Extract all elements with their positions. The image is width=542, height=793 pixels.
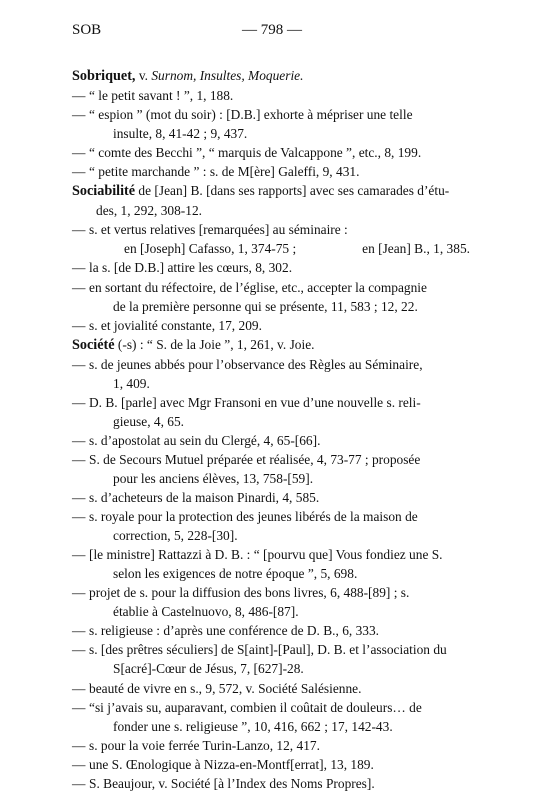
subentry-line: s. religieuse : d’après une conférence de D. B., 6, 333. (89, 623, 380, 639)
index-subentry (72, 736, 470, 755)
index-subentry (72, 488, 470, 507)
entry-dash: — (72, 585, 86, 601)
entry-refs: Surnom, Insultes, Moquerie. (151, 68, 304, 83)
entry-text: de [Jean] B. [dans ses rapports] avec ses camarades d’étu- (135, 183, 450, 199)
index-subentry (72, 698, 470, 736)
subentry-line: beauté de vivre en s., 9, 572, v. Société Salésienne. (89, 680, 362, 696)
entry-term: Société (72, 336, 115, 353)
subentry-continuation: de la première personne qui se présente, 11, 583 ; 12, 22. (113, 298, 418, 314)
row-left: en [Joseph] Cafasso, 1, 374-75 ; (124, 241, 297, 257)
entry-dash: — (72, 222, 86, 238)
index-subentry (72, 258, 470, 277)
subentry-continuation: 1, 409. (113, 375, 150, 391)
subentry-continuation: gieuse, 4, 65. (113, 413, 185, 429)
index-subentry (72, 545, 470, 583)
entry-term: Sociabilité (72, 183, 136, 200)
index-entry-heading (72, 335, 470, 355)
subentry-line: en sortant du réfectoire, de l’église, etc., accepter la compagnie (89, 279, 427, 295)
subentry-line: “si j’avais su, auparavant, combien il coûtait de douleurs… de (89, 699, 422, 715)
row-right: en [Jean] B., 1, 385. (362, 241, 470, 257)
index-subentry (72, 393, 470, 431)
entry-dash: — (72, 88, 86, 104)
subentry-line: “ comte des Becchi ”, “ marquis de Valcappone ”, etc., 8, 199. (89, 145, 422, 161)
index-subentry (72, 355, 470, 393)
entry-dash: — (72, 756, 86, 772)
subentry-line: s. de jeunes abbés pour l’observance des Règles au Séminaire, (89, 356, 423, 372)
index-subentry (72, 278, 470, 316)
subentry-continuation: établie à Castelnuovo, 8, 486-[87]. (113, 604, 299, 620)
index-subentry (72, 105, 470, 143)
subentry-line: s. et jovialité constante, 17, 209. (89, 317, 262, 333)
index-subentry (72, 450, 470, 488)
entry-dash: — (72, 490, 86, 506)
subentry-line: [le ministre] Rattazzi à D. B. : “ [pourvu que] Vous fondiez une S. (89, 547, 443, 563)
subentry-line: “ espion ” (mot du soir) : [D.B.] exhorte à mépriser une telle (89, 107, 413, 123)
entry-dash: — (72, 547, 86, 563)
index-entry-heading (72, 181, 470, 201)
page-number: — 798 — (242, 22, 302, 38)
entry-text: v. (135, 68, 152, 83)
entry-dash: — (72, 394, 86, 410)
index-subentry (72, 755, 470, 774)
index-subentry (72, 86, 470, 105)
subentry-line: s. d’acheteurs de la maison Pinardi, 4, 585. (89, 490, 320, 506)
running-head: SOB (72, 22, 102, 38)
index-subentry (72, 316, 470, 335)
entry-dash: — (72, 680, 86, 696)
entry-term: Sobriquet, (72, 68, 136, 84)
entry-dash: — (72, 317, 86, 333)
subentry-line: D. B. [parle] avec Mgr Fransoni en vue d’une nouvelle s. reli- (89, 394, 421, 410)
subentry-line: s. d’apostolat au sein du Clergé, 4, 65-[66]. (89, 432, 321, 448)
subentry-continuation: insulte, 8, 41-42 ; 9, 437. (113, 126, 248, 142)
entry-dash: — (72, 356, 86, 372)
entry-dash: — (72, 699, 86, 715)
subentry-continuation: correction, 5, 228-[30]. (113, 528, 238, 544)
index-subentry (72, 143, 470, 162)
index-subentry (72, 162, 470, 181)
index-subentry-row (72, 239, 470, 258)
index-subentry (72, 640, 470, 678)
entry-dash: — (72, 432, 86, 448)
subentry-line: la s. [de D.B.] attire les cœurs, 8, 302. (89, 260, 293, 276)
subentry-continuation: pour les anciens élèves, 13, 758-[59]. (113, 470, 314, 486)
entry-dash: — (72, 642, 86, 658)
subentry-continuation: fonder une s. religieuse ”, 10, 416, 662 ; 17, 142-43. (113, 718, 393, 734)
entry-dash: — (72, 164, 86, 180)
entry-continuation: des, 1, 292, 308-12. (96, 203, 203, 219)
index-entry-heading (72, 66, 470, 86)
entry-dash: — (72, 145, 86, 161)
subentry-line: S. Beaujour, v. Société [à l’Index des Noms Propres]. (89, 775, 375, 791)
subentry-continuation: selon les exigences de notre époque ”, 5, 698. (113, 566, 358, 582)
index-body (72, 66, 470, 793)
entry-dash: — (72, 260, 86, 276)
subentry-line: projet de s. pour la diffusion des bons livres, 6, 488-[89] ; s. (89, 585, 410, 601)
subentry-line: “ petite marchande ” : s. de M[ère] Galeffi, 9, 431. (89, 164, 360, 180)
subentry-line: “ le petit savant ! ”, 1, 188. (89, 88, 234, 104)
entry-dash: — (72, 623, 86, 639)
subentry-line: S. de Secours Mutuel préparée et réalisée, 4, 73-77 ; proposée (89, 451, 421, 467)
page-header (72, 22, 472, 40)
entry-text: (-s) : “ S. de la Joie ”, 1, 261, v. Joie. (114, 336, 315, 352)
entry-dash: — (72, 451, 86, 467)
subentry-line: s. [des prêtres séculiers] de S[aint]-[Paul], D. B. et l’association du (89, 642, 447, 658)
index-subentry (72, 431, 470, 450)
entry-dash: — (72, 737, 86, 753)
subentry-line: une S. Œnologique à Nizza-en-Montf[errat], 13, 189. (89, 756, 374, 772)
index-subentry (72, 220, 470, 239)
subentry-continuation: S[acré]-Cœur de Jésus, 7, [627]-28. (113, 661, 304, 677)
entry-dash: — (72, 509, 86, 525)
entry-dash: — (72, 279, 86, 295)
index-subentry (72, 507, 470, 545)
subentry-line: s. pour la voie ferrée Turin-Lanzo, 12, 417. (89, 737, 320, 753)
subentry-line: s. et vertus relatives [remarquées] au séminaire : (89, 222, 348, 238)
index-subentry (72, 583, 470, 621)
index-subentry (72, 679, 470, 698)
entry-dash: — (72, 107, 86, 123)
subentry-line: s. royale pour la protection des jeunes libérés de la maison de (89, 509, 418, 525)
entry-dash: — (72, 775, 86, 791)
index-subentry (72, 621, 470, 640)
